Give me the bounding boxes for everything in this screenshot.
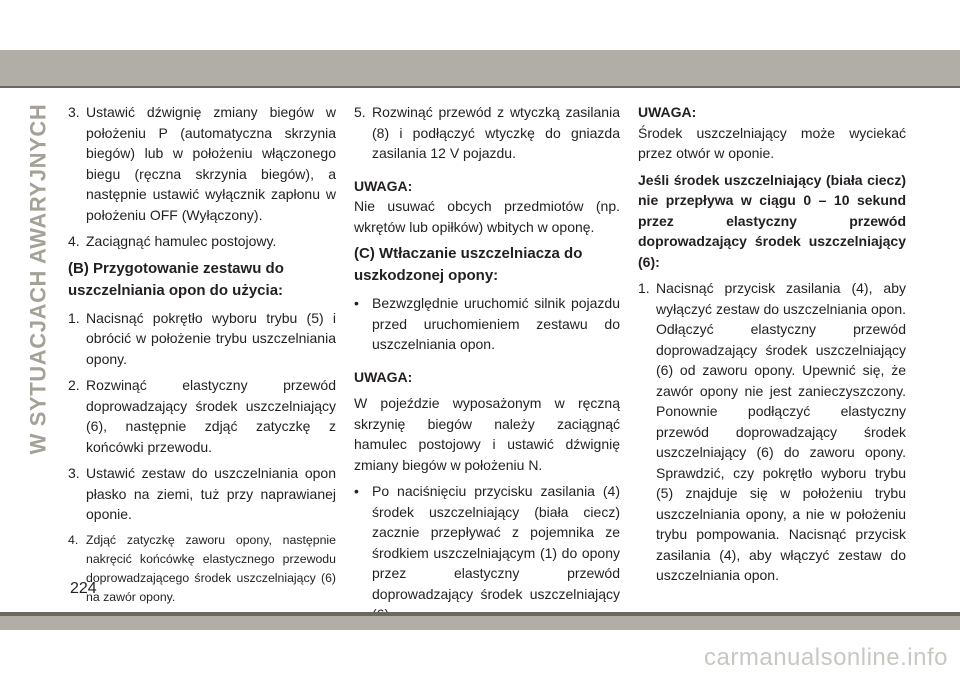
step-text: Rozwinąć przewód z wtyczką zasilania (8) i podłączyć wtyczkę do gniazda zasilania 12 V pojazdu.: [372, 104, 620, 161]
step-number: 5.: [354, 104, 366, 120]
step-item: [68, 531, 336, 607]
bullet-text: Bezwzględnie uruchomić silnik pojazdu przed uruchomieniem zestawu do uszczelniania opon.: [372, 295, 620, 352]
bullet-item: [354, 293, 620, 355]
step-item: [68, 463, 336, 525]
step-number: 1.: [638, 280, 650, 296]
step-number: 4.: [68, 532, 79, 547]
bullet-mark: •: [354, 483, 359, 499]
step-item: [68, 102, 336, 225]
step-item: [68, 375, 336, 457]
step-number: 3.: [68, 104, 80, 120]
header-bar: [0, 50, 960, 88]
header-band: [0, 0, 960, 88]
step-text: Nacisnąć pokrętło wyboru trybu (5) i obrócić w położenie trybu uszczelniania opony.: [86, 309, 336, 367]
column-2: [354, 102, 620, 631]
warning-paragraph: Jeśli środek uszczelniający (biała ciecz) nie przepływa w ciągu 0 – 10 sekund przez elastyczny przewód doprowadzający środek uszczelniający (6):: [638, 171, 906, 270]
watermark: carmanualsonline.info: [704, 644, 948, 671]
section-title: W SYTUACJACH AWARYJNYCH: [25, 103, 50, 455]
step-item: [354, 102, 620, 164]
step-item: [638, 278, 906, 586]
step-text: Rozwinąć elastyczny przewód doprowadzający środek uszczelniający (6), następnie zdjąć zatyczkę z końcówki przewodu.: [86, 377, 336, 455]
footer-band: [0, 616, 960, 630]
step-number: 3.: [68, 465, 80, 481]
step-text: Zaciągnąć hamulec postojowy.: [86, 233, 277, 249]
step-text: Ustawić zestaw do uszczelniania opon płasko na ziemi, tuż przy naprawianej oponie.: [86, 465, 336, 522]
note-label: UWAGA:: [354, 368, 413, 385]
step-item: [68, 308, 336, 370]
note-text: Nie usuwać obcych przedmiotów (np. wkrętów lub opiłków) wbitych w oponę.: [354, 198, 620, 235]
section-heading-c: (C) Wtłaczanie uszczelniacza do uszkodzonej opony:: [354, 245, 583, 284]
step-text: Ustawić dźwignię zmiany biegów w położeniu P (automatyczna skrzynia biegów) lub w położeniu włączonego biegu (ręczna skrzynia biegów), a następnie ustawić wyłącznik zapłonu w położeniu OFF (Wyłączony).: [86, 104, 336, 223]
step-text: Zdjąć zatyczkę zaworu opony, następnie nakręcić końcówkę elastycznego przewodu doprowadzającego środek uszczelniający (6) na zawór opony.: [86, 532, 336, 604]
header-rule: [0, 86, 960, 88]
section-side-tab: [24, 98, 52, 460]
note-label: UWAGA:: [354, 177, 413, 194]
note-text: W pojeździe wyposażonym w ręczną skrzynię biegów należy zaciągnąć hamulec postojowy i ustawić dźwignię zmiany biegów w położeniu N.: [354, 395, 620, 473]
column-3: [638, 102, 906, 592]
note-label: UWAGA:: [638, 104, 697, 120]
note-text: Środek uszczelniający może wyciekać przez otwór w oponie.: [638, 124, 906, 161]
section-heading-b: (B) Przygotowanie zestawu do uszczelniania opon do użycia:: [68, 259, 284, 299]
step-item: [68, 231, 336, 252]
bullet-text: Po naciśnięciu przycisku zasilania (4) środek uszczelniający (biała ciecz) zacznie przepływać z pojemnika ze środkiem uszczelniającym (1) do opony przez elastyczny przewód doprowadzający środek uszczelniający: [372, 483, 620, 602]
page-number: 224: [70, 580, 97, 597]
step-text: Nacisnąć przycisk zasilania (4), aby wyłączyć zestaw do uszczelniania opon. Odłączyć elastyczny przewód doprowadzający środek uszczelniający (6) od zaworu opony. Upewnić się, że zawór opony nie jest zanieczyszczony. Ponownie podłączyć elastyczny przewód doprowadzający środek uszczelniający (6) do zaworu opony. Sprawdzić, czy pokrętło wyboru trybu (5) znajduje się w położeniu trybu uszczelniania opony, a nie w położeniu trybu pompowania. Nacisnąć przycisk zasilania (4), aby włączyć zestaw do uszczelniania opon.: [656, 280, 906, 583]
column-1: [68, 102, 336, 613]
step-number: 2.: [68, 377, 80, 393]
step-number: 4.: [68, 233, 80, 249]
bullet-item: [354, 481, 620, 625]
bullet-mark: •: [354, 295, 359, 311]
step-number: 1.: [68, 309, 80, 326]
